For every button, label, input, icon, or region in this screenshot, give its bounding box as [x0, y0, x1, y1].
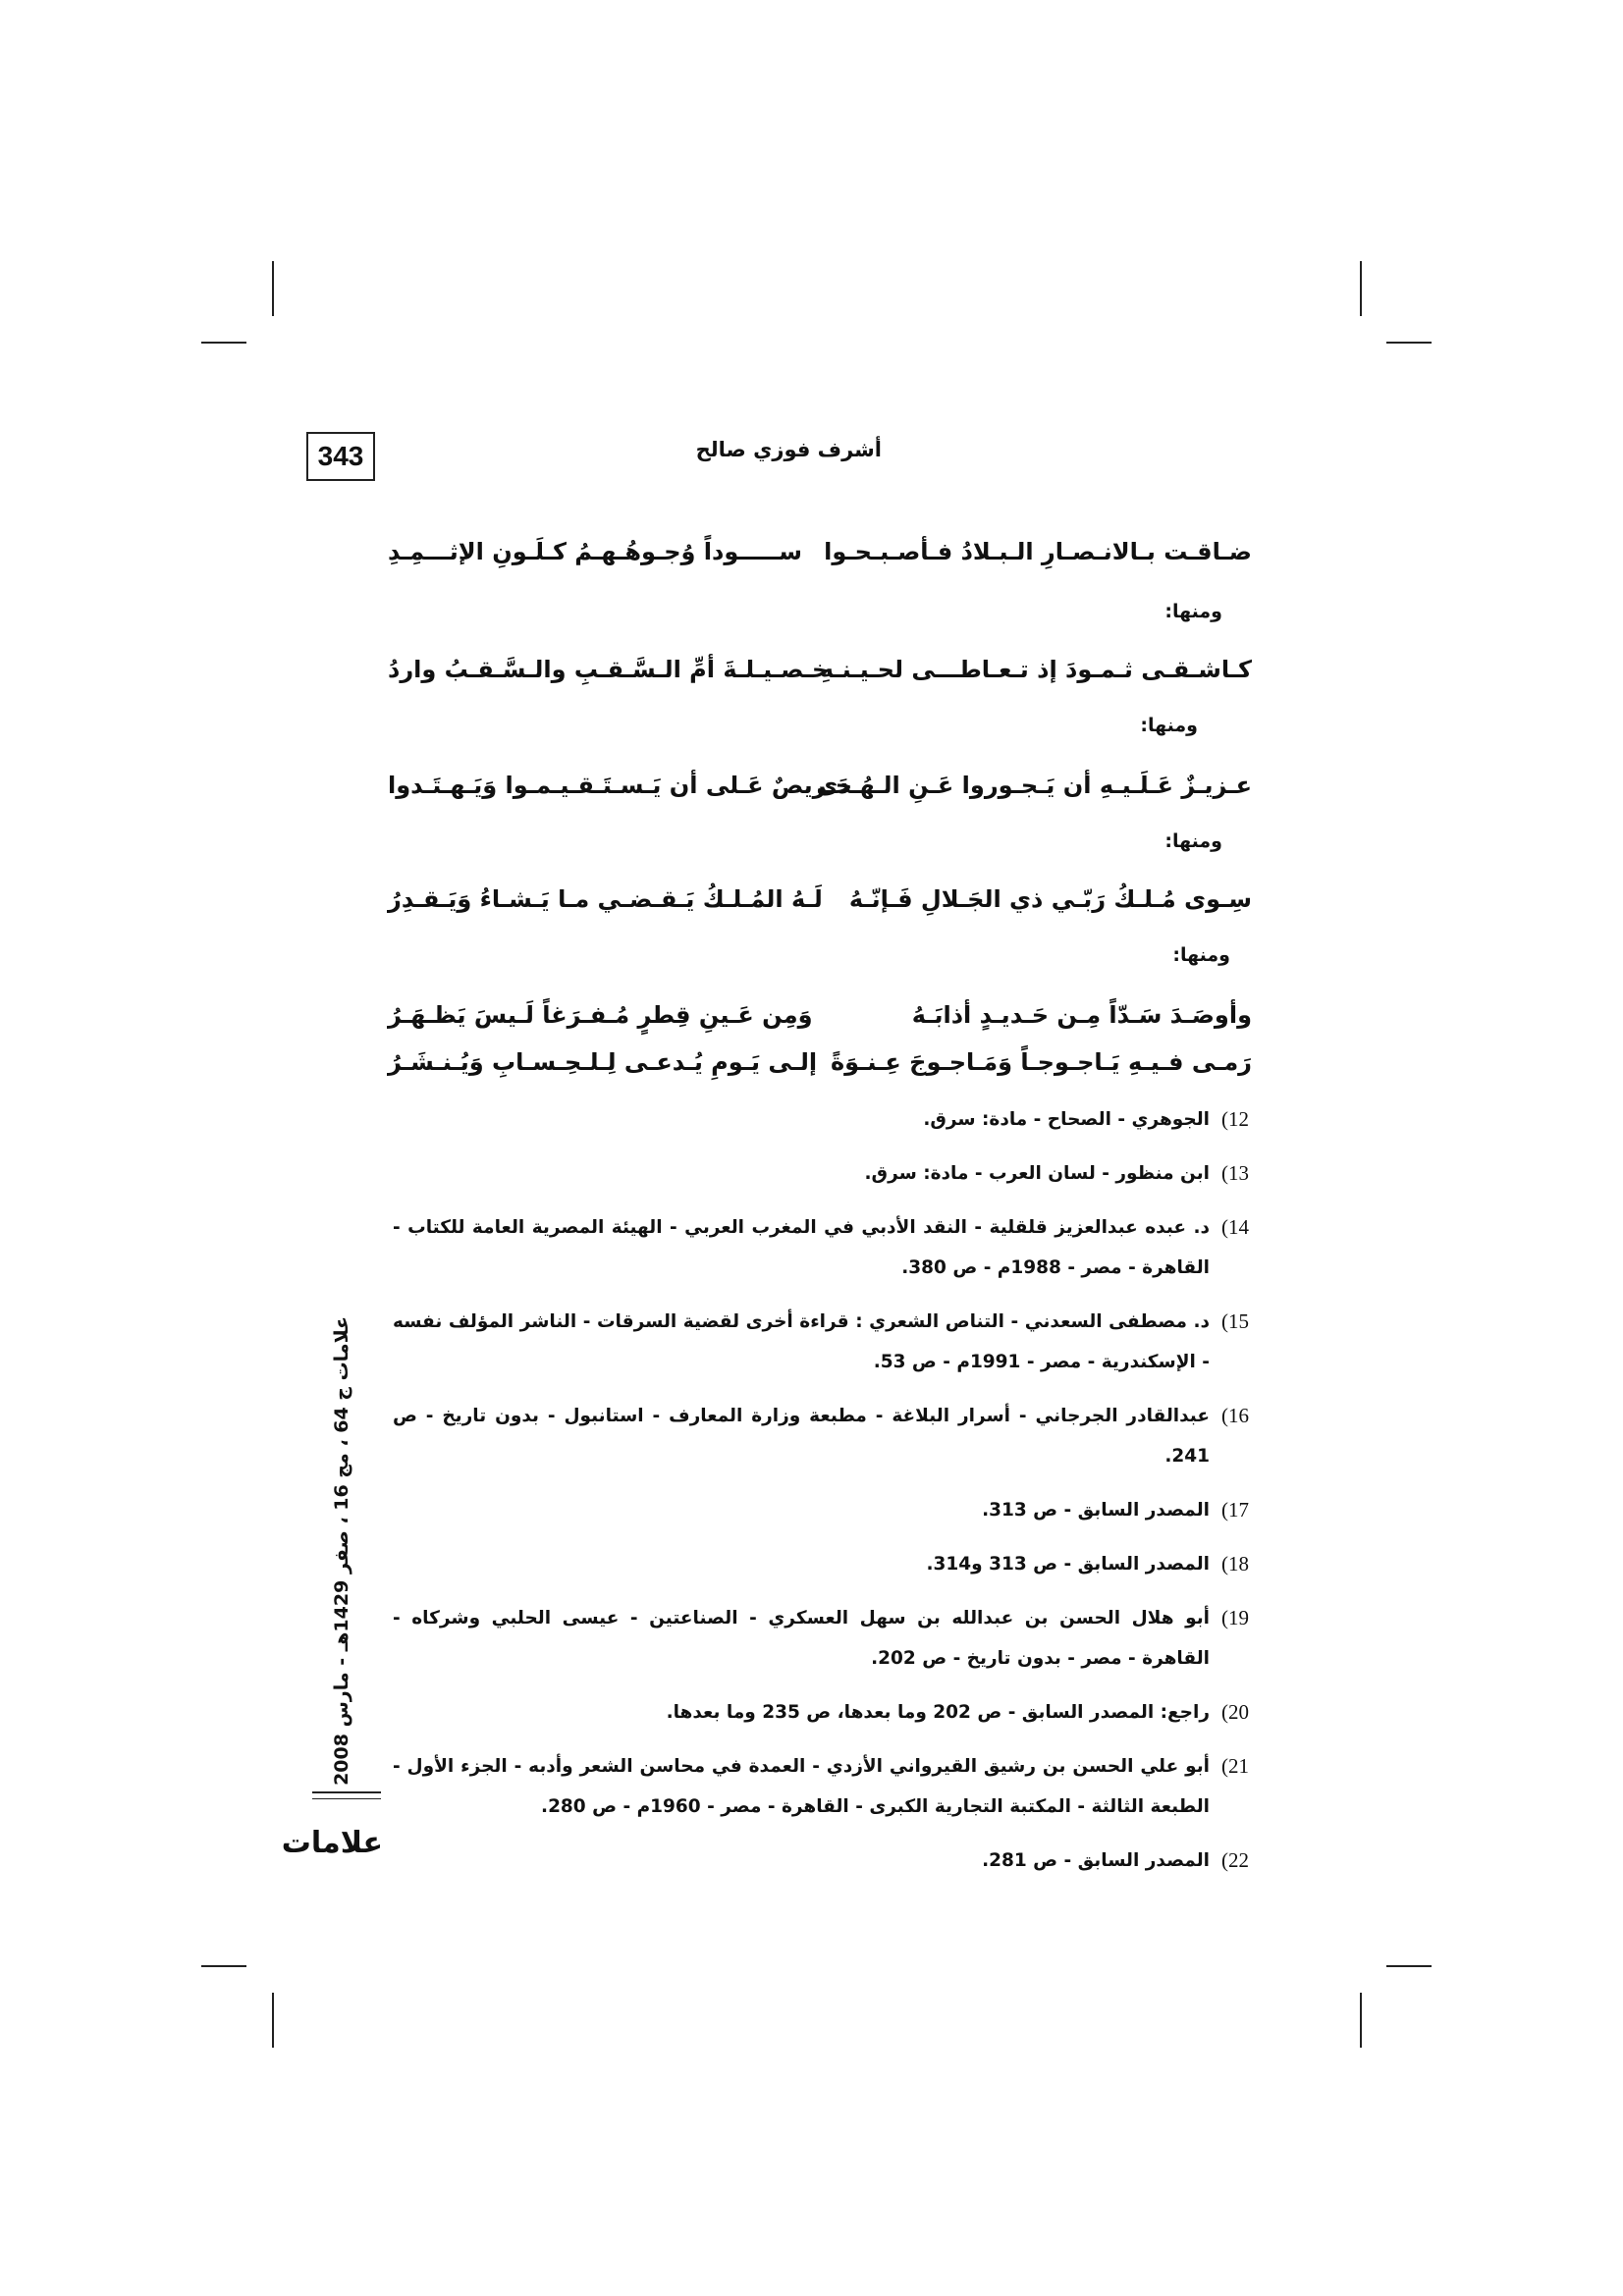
footnote-text: د. مصطفى السعدني - التناص الشعري : قراءة أخرى لقضية السرقات - الناشر المؤلف نفسه - الإسكندرية - مصر - 1991م - ص 53.	[393, 1311, 1210, 1372]
verse-line	[388, 885, 1252, 934]
footnotes	[393, 1099, 1249, 1895]
verse-line	[388, 1001, 1252, 1050]
footnote-item	[393, 1153, 1249, 1194]
crop-mark	[1360, 1993, 1362, 2048]
footnote-item	[393, 1544, 1249, 1584]
crop-mark	[272, 1993, 274, 2048]
footnote-item	[393, 1099, 1249, 1140]
crop-mark	[1386, 342, 1432, 344]
minha-label: ومنها:	[1140, 715, 1198, 736]
divider	[312, 1791, 381, 1793]
footnote-number: 21)	[1221, 1754, 1249, 1778]
footnote-item	[393, 1598, 1249, 1679]
verse-second-hemistich: خـصـيـلـةَ أمِّ الـسَّـقـبِ والـسَّـقـبُ واردُ	[388, 656, 830, 683]
footnote-number: 12)	[1221, 1107, 1249, 1131]
footnote-item	[393, 1207, 1249, 1288]
page-number: 343	[306, 432, 375, 481]
footnote-item	[393, 1302, 1249, 1382]
verse-line	[388, 656, 1252, 705]
footnote-number: 13)	[1221, 1161, 1249, 1185]
footnote-text: المصدر السابق - ص 281.	[982, 1850, 1210, 1871]
journal-logo: علامات	[281, 1826, 383, 1860]
journal-spine	[312, 1316, 371, 1787]
footnote-number: 18)	[1221, 1552, 1249, 1575]
footnote-text: الجوهري - الصحاح - مادة: سرق.	[923, 1109, 1210, 1130]
crop-mark	[272, 261, 274, 316]
footnote-number: 14)	[1221, 1215, 1249, 1239]
verse-second-hemistich: ســـــوداً وُجـوهُـهـمُ كـلَـونِ الإثـــمِـدِ	[388, 538, 803, 565]
verse-first-hemistich: رَمـى فـيـهِ يَـاجـوجـاً وَمَـاجـوجَ عِـنـوَةً	[831, 1048, 1252, 1076]
footnote-text: عبدالقادر الجرجاني - أسرار البلاغة - مطبعة وزارة المعارف - استانبول - بدون تاريخ - ص 241.	[393, 1406, 1210, 1467]
footnote-text: المصدر السابق - ص 313 و314.	[926, 1554, 1210, 1575]
footnote-text: أبو هلال الحسن بن عبدالله بن سهل العسكري - الصناعتين - عيسى الحلبي وشركاه - القاهرة - مصر - بدون تاريخ - ص 202.	[393, 1608, 1210, 1669]
verse-line	[388, 538, 1252, 587]
minha-label: ومنها:	[1164, 601, 1222, 622]
footnote-text: أبو علي الحسن بن رشيق القيرواني الأزدي - العمدة في محاسن الشعر وأدبه - الجزء الأول - الطبعة الثالثة - المكتبة التجارية الكبرى - القاهرة - مصر - 1960م - ص 280.	[393, 1756, 1210, 1817]
verse-first-hemistich: وأوصَـدَ سَـدّاً مِـن حَـديـدٍ أذابَـهُ	[911, 1001, 1252, 1029]
footnote-text: ابن منظور - لسان العرب - مادة: سرق.	[864, 1163, 1210, 1184]
verse-second-hemistich: إلـى يَـومِ يُـدعـى لِـلـحِـسـابِ وَيُـنـشَـرُ	[388, 1048, 818, 1076]
footnote-item	[393, 1692, 1249, 1733]
crop-mark	[1360, 261, 1362, 316]
footnote-text: المصدر السابق - ص 313.	[982, 1500, 1210, 1521]
verse-first-hemistich: ضـاقـت بـالانـصـارِ الـبـلادُ فـأصـبـحـوا	[824, 538, 1252, 565]
footnote-number: 17)	[1221, 1498, 1249, 1522]
footnote-item	[393, 1490, 1249, 1530]
page-header	[306, 432, 1255, 481]
minha-label: ومنها:	[1172, 944, 1230, 966]
footnote-number: 19)	[1221, 1606, 1249, 1629]
crop-mark	[201, 342, 246, 344]
author-name: أشرف فوزي صالح	[695, 438, 882, 461]
footnote-number: 22)	[1221, 1848, 1249, 1872]
footnote-number: 20)	[1221, 1700, 1249, 1724]
verse-line	[388, 772, 1252, 821]
footnote-item	[393, 1746, 1249, 1827]
verse-second-hemistich: لَـهُ المُـلـكُ يَـقـضـي مـا يَـشـاءُ وَيَـقـدِرُ	[388, 885, 823, 913]
crop-mark	[1386, 1965, 1432, 1967]
footnote-text: راجع: المصدر السابق - ص 202 وما بعدها، ص 235 وما بعدها.	[666, 1702, 1210, 1723]
footnote-item	[393, 1841, 1249, 1881]
verse-first-hemistich: كـاشـقـى ثـمـودَ إذ تـعـاطـــى لحـيـنـهِ	[819, 656, 1252, 683]
divider	[312, 1798, 381, 1799]
verse-second-hemistich: وَمِن عَـينِ قِطرٍ مُـفـرَغاً لَـيسَ يَظـهَـرُ	[388, 1001, 813, 1029]
crop-mark	[201, 1965, 246, 1967]
verse-second-hemistich: حَـريصٌ عَـلى أن يَـسـتَـقـيـمـوا وَيَـهـتَـدوا	[388, 772, 853, 799]
verse-first-hemistich: سِـوى مُـلـكُ رَبّـي ذي الجَـلالِ فَـإنّـهُ	[848, 885, 1252, 913]
footnote-number: 15)	[1221, 1309, 1249, 1333]
verse-line	[388, 1048, 1252, 1097]
footnote-number: 16)	[1221, 1404, 1249, 1427]
verse-first-hemistich: عـزيـزٌ عَـلَـيـهِ أن يَـجـوروا عَـنِ الـهُـدى	[816, 772, 1252, 799]
footnote-text: د. عبده عبدالعزيز قلقلية - النقد الأدبي في المغرب العربي - الهيئة المصرية العامة للكتاب - القاهرة - مصر - 1988م - ص 380.	[393, 1217, 1210, 1278]
minha-label: ومنها:	[1164, 830, 1222, 852]
footnote-item	[393, 1396, 1249, 1476]
journal-issue-info: علامات ج 64 ، مج 16 ، صفر 1429هـ - مارس 2008	[331, 1316, 352, 1786]
